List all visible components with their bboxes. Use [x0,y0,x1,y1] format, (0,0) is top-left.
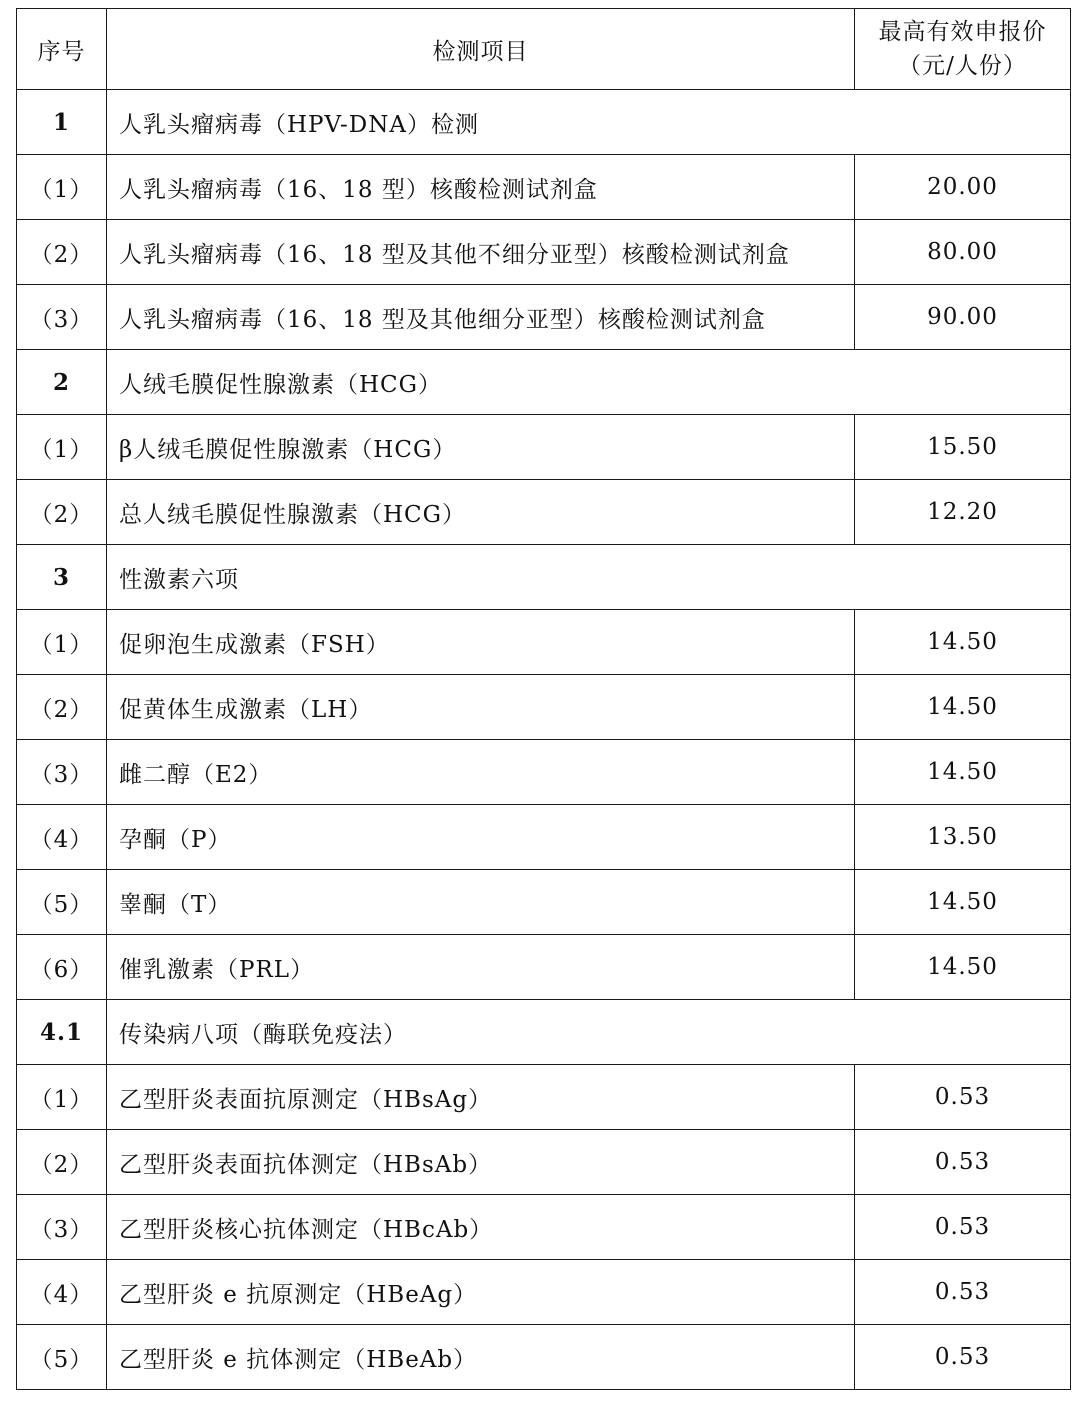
header-price-line1: 最高有效申报价 [878,19,1047,45]
row-price: 0.53 [855,1325,1071,1390]
table-row [17,870,1071,935]
row-item: 人乳头瘤病毒（16、18 型及其他细分亚型）核酸检测试剂盒 [107,285,855,350]
table-row [17,480,1071,545]
row-item: β人绒毛膜促性腺激素（HCG） [107,415,855,480]
row-item: 睾酮（T） [107,870,855,935]
row-seq: （2） [17,675,107,740]
row-seq: （1） [17,1065,107,1130]
table-row [17,675,1071,740]
row-price: 14.50 [855,935,1071,1000]
row-item: 促黄体生成激素（LH） [107,675,855,740]
row-item: 乙型肝炎 e 抗体测定（HBeAb） [107,1325,855,1390]
table-row [17,1130,1071,1195]
row-price: 0.53 [855,1130,1071,1195]
table-row [17,935,1071,1000]
table-row [17,220,1071,285]
row-item: 人乳头瘤病毒（16、18 型及其他不细分亚型）核酸检测试剂盒 [107,220,855,285]
row-item: 乙型肝炎核心抗体测定（HBcAb） [107,1195,855,1260]
row-seq: （3） [17,740,107,805]
table-row [17,740,1071,805]
table-row [17,1065,1071,1130]
row-seq: 3 [17,545,107,610]
table-row [17,1195,1071,1260]
table-row [17,1260,1071,1325]
row-seq: （5） [17,1325,107,1390]
row-item: 人乳头瘤病毒（16、18 型）核酸检测试剂盒 [107,155,855,220]
header-seq: 序号 [17,9,107,90]
row-seq: （1） [17,415,107,480]
row-seq: （2） [17,480,107,545]
row-seq: （1） [17,610,107,675]
row-item: 催乳激素（PRL） [107,935,855,1000]
header-price [855,9,1071,90]
row-item: 雌二醇（E2） [107,740,855,805]
table-row [17,610,1071,675]
row-price: 15.50 [855,415,1071,480]
table-group-row [17,1000,1071,1065]
table-header-row [17,9,1071,90]
row-price: 0.53 [855,1195,1071,1260]
row-seq: （3） [17,1195,107,1260]
row-group-title: 传染病八项（酶联免疫法） [107,1000,1071,1065]
row-price: 20.00 [855,155,1071,220]
row-price: 80.00 [855,220,1071,285]
row-price: 14.50 [855,675,1071,740]
row-seq: （2） [17,220,107,285]
row-seq: （3） [17,285,107,350]
price-table [16,8,1071,1390]
row-price: 14.50 [855,610,1071,675]
table-group-row [17,350,1071,415]
table-row [17,415,1071,480]
table-group-row [17,545,1071,610]
table-row [17,1325,1071,1390]
row-seq: 4.1 [17,1000,107,1065]
row-price: 12.20 [855,480,1071,545]
row-seq: 1 [17,90,107,155]
row-item: 促卵泡生成激素（FSH） [107,610,855,675]
document-page [16,8,1070,1390]
row-seq: （4） [17,805,107,870]
row-item: 乙型肝炎 e 抗原测定（HBeAg） [107,1260,855,1325]
table-group-row [17,90,1071,155]
header-item: 检测项目 [107,9,855,90]
row-price: 14.50 [855,740,1071,805]
row-seq: （5） [17,870,107,935]
row-item: 乙型肝炎表面抗体测定（HBsAb） [107,1130,855,1195]
row-price: 0.53 [855,1065,1071,1130]
row-seq: （4） [17,1260,107,1325]
row-seq: （6） [17,935,107,1000]
row-seq: 2 [17,350,107,415]
table-row [17,805,1071,870]
row-item: 乙型肝炎表面抗原测定（HBsAg） [107,1065,855,1130]
row-price: 90.00 [855,285,1071,350]
row-group-title: 性激素六项 [107,545,1071,610]
row-price: 13.50 [855,805,1071,870]
row-item: 孕酮（P） [107,805,855,870]
row-seq: （1） [17,155,107,220]
row-price: 0.53 [855,1260,1071,1325]
row-item: 总人绒毛膜促性腺激素（HCG） [107,480,855,545]
row-seq: （2） [17,1130,107,1195]
header-price-line2: （元/人份） [898,53,1027,79]
row-group-title: 人绒毛膜促性腺激素（HCG） [107,350,1071,415]
table-row [17,285,1071,350]
row-group-title: 人乳头瘤病毒（HPV-DNA）检测 [107,90,1071,155]
table-body [17,9,1071,1390]
row-price: 14.50 [855,870,1071,935]
table-row [17,155,1071,220]
